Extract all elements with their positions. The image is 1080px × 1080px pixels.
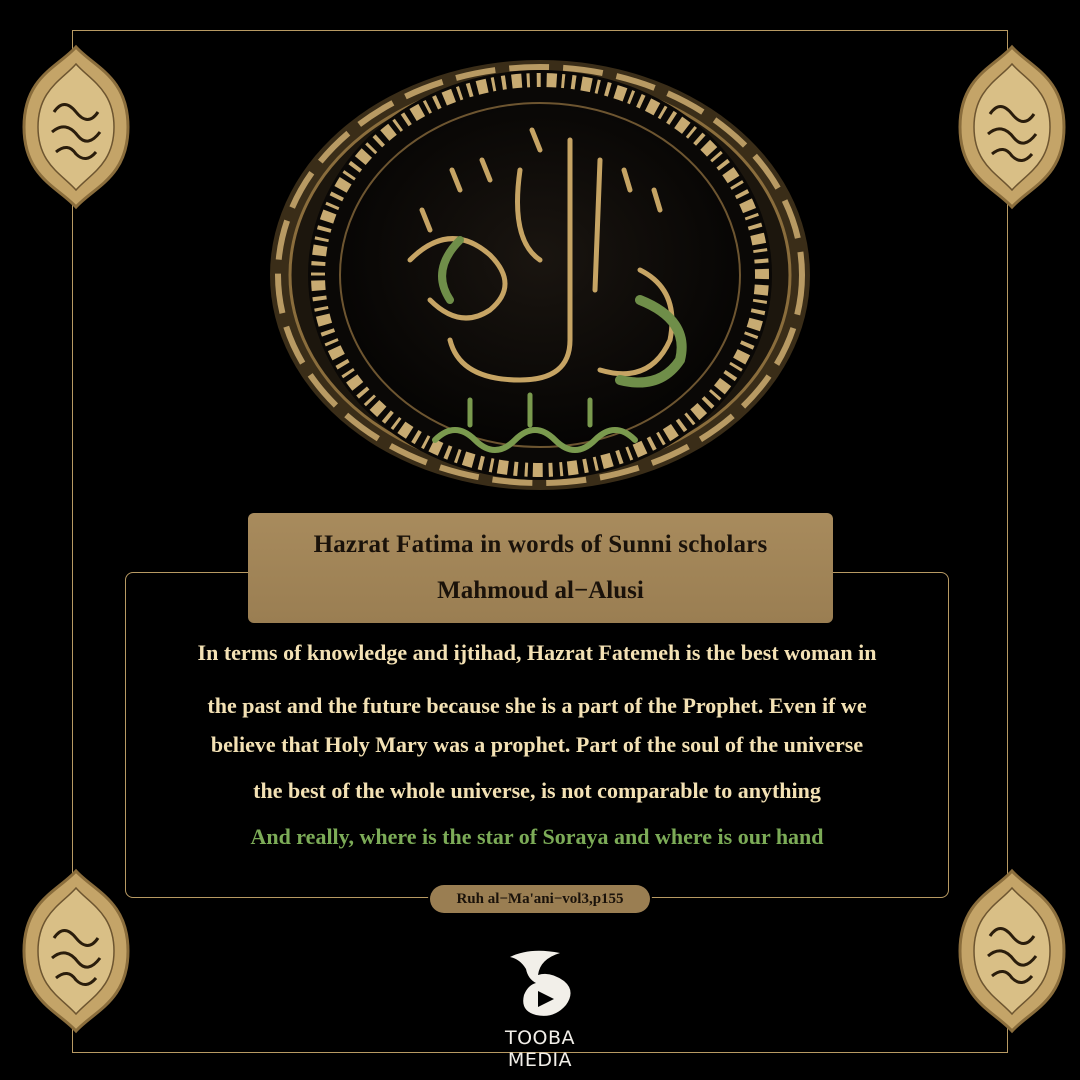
calligraphy-artwork	[240, 40, 840, 510]
quote-line: the best of the whole universe, is not comparable to anything	[253, 778, 821, 803]
corner-medallion-bottom-right	[952, 866, 1072, 1036]
scholar-name: Mahmoud al−Alusi	[437, 577, 644, 604]
quote-line: In terms of knowledge and ijtihad, Hazrat Fatemeh is the best woman in	[197, 640, 877, 665]
frame-top-line	[72, 30, 1008, 31]
corner-medallion-bottom-left	[16, 866, 136, 1036]
source-citation: Ruh al−Ma'ani−vol3,p155	[430, 885, 650, 913]
quote-line: the past and the future because she is a part of the Prophet. Even if we	[207, 693, 867, 718]
corner-medallion-top-right	[952, 42, 1072, 212]
page-title: Hazrat Fatima in words of Sunni scholars	[313, 531, 768, 558]
tooba-media-logo-icon	[480, 945, 600, 1025]
quote-line: believe that Holy Mary was a prophet. Part of the soul of the universe	[210, 732, 864, 757]
quote-highlight-line: And really, where is the star of Soraya and where is our hand	[250, 824, 824, 849]
corner-medallion-top-left	[16, 42, 136, 212]
brand-logo	[480, 945, 600, 1071]
title-label	[248, 513, 833, 623]
quote-text	[125, 634, 949, 864]
brand-name: TOOBA MEDIA	[504, 1027, 576, 1071]
